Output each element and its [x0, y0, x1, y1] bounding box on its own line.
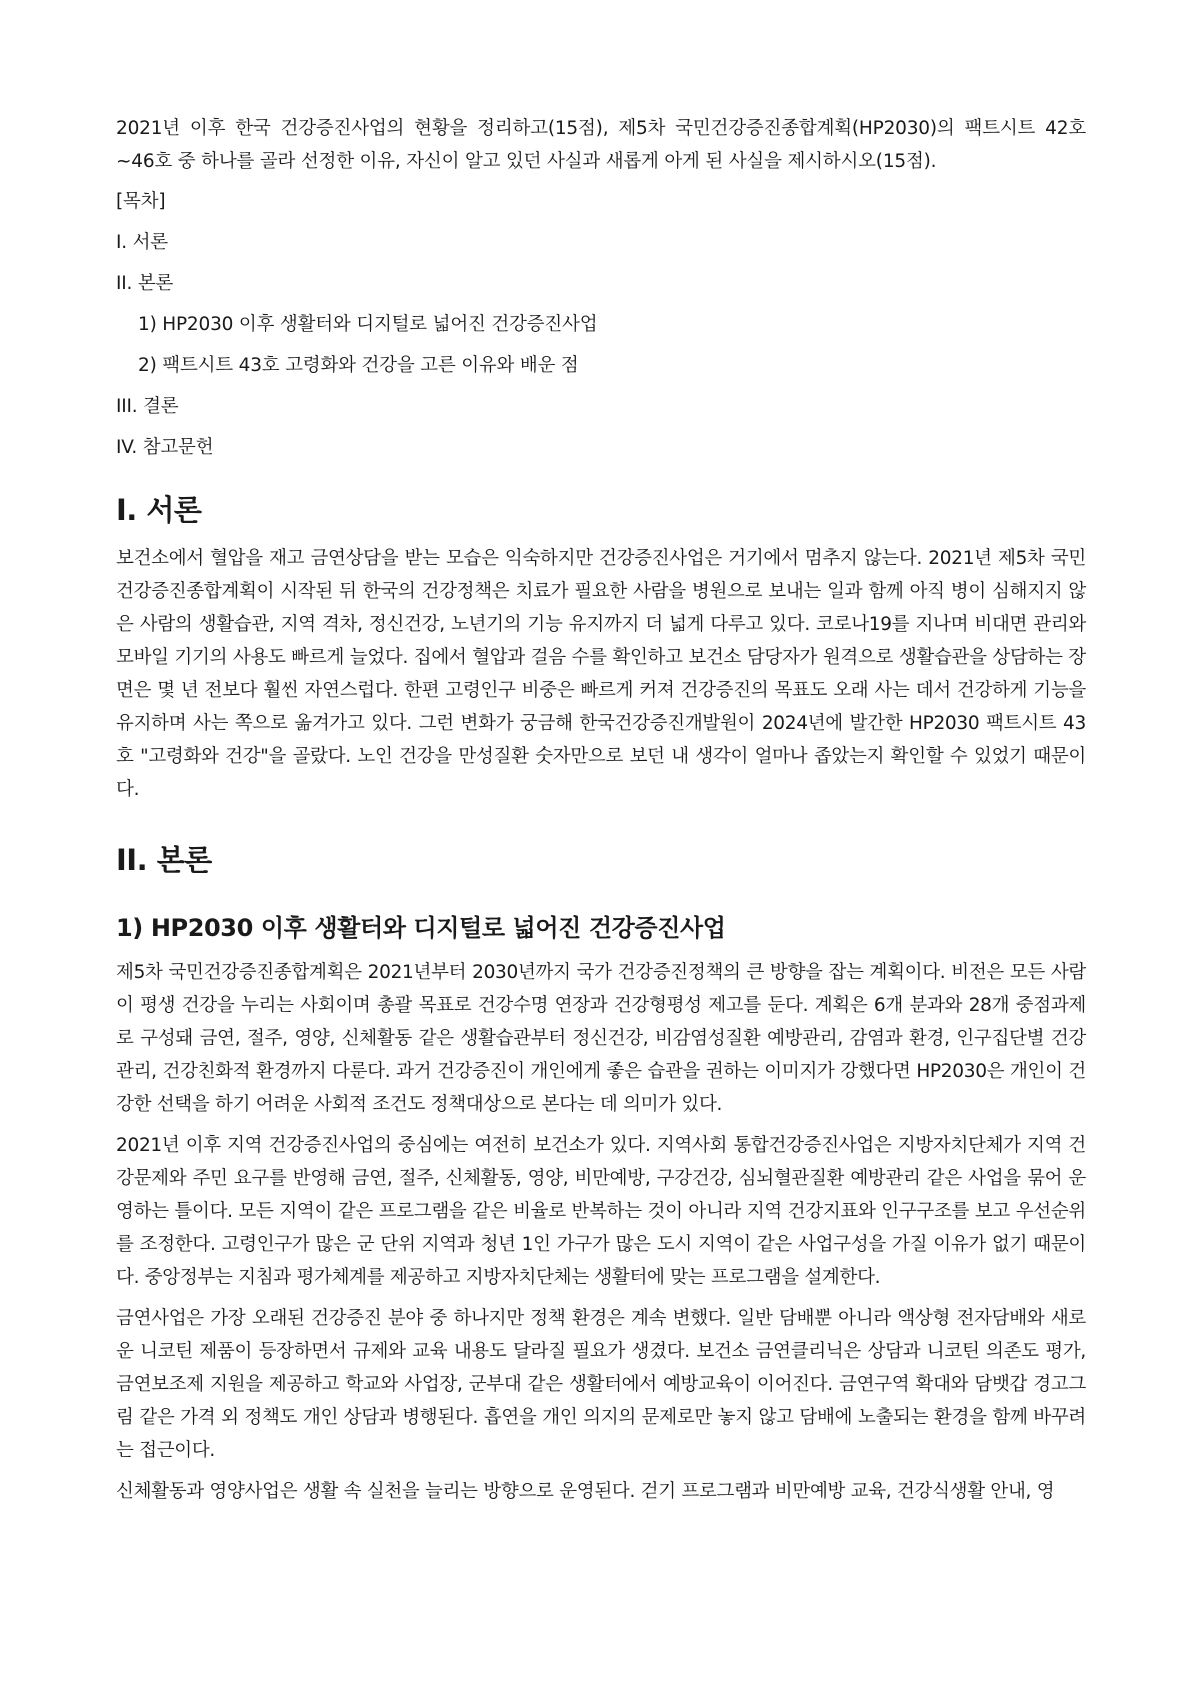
intro-paragraph: 보건소에서 혈압을 재고 금연상담을 받는 모습은 익숙하지만 건강증진사업은 거기에서 멈추지 않는다. 2021년 제5차 국민건강증진종합계획이 시작된 뒤 한국의 건강정책은 치료가 필요한 사람을 병원으로 보내는 일과 함께 아직 병이 심해지지 않은 사람의 생활습관, 지역 격차, 정신건강, 노년기의 기능 유지까지 더 넓게 다루고 있다. 코로나19를 지나며 비대면 관리와 모바일 기기의 사용도 빠르게 늘었다. 집에서 혈압과 걸음 수를 확인하고 보건소 담당자가 원격으로 생활습관을 상담하는 장면은 몇 년 전보다 훨씬 자연스럽다. 한편 고령인구 비중은 빠르게 커져 건강증진의 목표도 오래 사는 데서 건강하게 기능을 유지하며 사는 쪽으로 옮겨가고 있다. 그런 변화가 궁금해 한국건강증진개발원이 2024년에 발간한 HP2030 팩트시트 43호 "고령화와 건강"을 골랐다. 노인 건강을 만성질환 숫자만으로 보던 내 생각이 얼마나 좁았는지 확인할 수 있었기 때문이다.: [116, 548, 1086, 800]
toc-item-conclusion: III. 결론: [116, 396, 179, 417]
table-of-contents: [116, 185, 1086, 464]
toc-item-intro: I. 서론: [116, 232, 168, 253]
subsection-heading-hp2030: 1) HP2030 이후 생활터와 디지털로 넓어진 건강증진사업: [116, 914, 726, 942]
assignment-prompt: 2021년 이후 한국 건강증진사업의 현황을 정리하고(15점), 제5차 국민건강증진종합계획(HP2030)의 팩트시트 42호 ~46호 중 하나를 골라 선정한 이유, 자신이 알고 있던 사실과 새롭게 아게 된 사실을 제시하시오(15점).: [116, 118, 1086, 172]
body-paragraph: 신체활동과 영양사업은 생활 속 실천을 늘리는 방향으로 운영된다. 걷기 프로그램과 비만예방 교육, 건강식생활 안내, 영: [116, 1481, 1055, 1502]
toc-item-main-sub1: 1) HP2030 이후 생활터와 디지털로 넓어진 건강증진사업: [138, 314, 598, 335]
toc-item-main: II. 본론: [116, 273, 174, 294]
document-page: [116, 112, 1086, 1516]
body-paragraph: 2021년 이후 지역 건강증진사업의 중심에는 여전히 보건소가 있다. 지역사회 통합건강증진사업은 지방자치단체가 지역 건강문제와 주민 요구를 반영해 금연, 절주, 신체활동, 영양, 비만예방, 구강건강, 심뇌혈관질환 예방관리 같은 사업을 묶어 운영하는 틀이다. 모든 지역이 같은 프로그램을 같은 비율로 반복하는 것이 아니라 지역 건강지표와 인구구조를 보고 우선순위를 조정한다. 고령인구가 많은 군 단위 지역과 청년 1인 가구가 많은 도시 지역이 같은 사업구성을 가질 이유가 없기 때문이다. 중앙정부는 지침과 평가체계를 제공하고 지방자치단체는 생활터에 맞는 프로그램을 설계한다.: [116, 1135, 1086, 1288]
body-paragraph: 금연사업은 가장 오래된 건강증진 분야 중 하나지만 정책 환경은 계속 변했다. 일반 담배뿐 아니라 액상형 전자담배와 새로운 니코틴 제품이 등장하면서 규제와 교육 내용도 달라질 필요가 생겼다. 보건소 금연클리닉은 상담과 니코틴 의존도 평가, 금연보조제 지원을 제공하고 학교와 사업장, 군부대 같은 생활터에서 예방교육이 이어진다. 금연구역 확대와 담뱃갑 경고그림 같은 가격 외 정책도 개인 상담과 병행된다. 흡연을 개인 의지의 문제로만 놓지 않고 담배에 노출되는 환경을 함께 바꾸려는 접근이다.: [116, 1308, 1086, 1461]
toc-heading: [목차]: [116, 191, 166, 212]
body-paragraph: 제5차 국민건강증진종합계획은 2021년부터 2030년까지 국가 건강증진정책의 큰 방향을 잡는 계획이다. 비전은 모든 사람이 평생 건강을 누리는 사회이며 총괄 목표로 건강수명 연장과 건강형평성 제고를 둔다. 계획은 6개 분과와 28개 중점과제로 구성돼 금연, 절주, 영양, 신체활동 같은 생활습관부터 정신건강, 비감염성질환 예방관리, 감염과 환경, 인구집단별 건강관리, 건강친화적 환경까지 다룬다. 과거 건강증진이 개인에게 좋은 습관을 권하는 이미지가 강했다면 HP2030은 개인이 건강한 선택을 하기 어려운 사회적 조건도 정책대상으로 본다는 데 의미가 있다.: [116, 962, 1086, 1115]
toc-item-references: IV. 참고문헌: [116, 437, 214, 458]
toc-item-main-sub2: 2) 팩트시트 43호 고령화와 건강을 고른 이유와 배운 점: [138, 355, 579, 376]
section-heading-main: II. 본론: [116, 843, 212, 877]
section-heading-intro: I. 서론: [116, 493, 202, 527]
